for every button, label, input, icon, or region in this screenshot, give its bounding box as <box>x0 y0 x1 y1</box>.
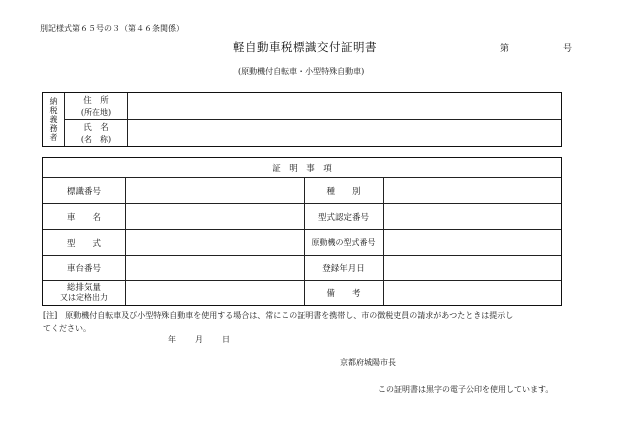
column-divider <box>383 177 384 305</box>
label-vehicle-type: 種 別 <box>326 186 361 197</box>
taxpayer-divider <box>64 119 561 120</box>
label-model: 型 式 <box>66 238 101 249</box>
certificate-heading: 証 明 事 項 <box>272 163 332 174</box>
document-title: 軽自動車税標識交付証明書 <box>233 40 377 54</box>
document-subtitle: (原動機付自転車・小型特殊自動車) <box>238 67 365 76</box>
label-rated-output: 又は定格出力 <box>60 293 108 302</box>
label-displacement: 総排気量 <box>66 282 101 293</box>
label-registration-date: 登録年月日 <box>322 264 365 274</box>
label-engine-model-number: 原動機の型式番号 <box>311 238 376 247</box>
label-plate-number: 標識番号 <box>66 186 101 197</box>
address-sub-label: (所在地) <box>80 107 112 117</box>
electronic-seal-note: この証明書は黒字の電子公印を使用しています。 <box>378 385 554 394</box>
form-number: 別記様式第６５号の３（第４６条関係） <box>40 24 184 33</box>
label-chassis-number: 車台番号 <box>66 264 101 274</box>
column-divider <box>125 177 126 305</box>
note-line-1: [注] 原動機付自転車及び小型特殊自動車を使用する場合は、常にこの証明書を携帯し、市の徴税吏員の請求があつたときは提示し <box>43 311 514 320</box>
note-line-2: てください。 <box>43 324 91 333</box>
address-label: 住 所 <box>83 96 109 106</box>
name-sub-label: (名 称) <box>80 134 112 144</box>
label-vehicle-name: 車 名 <box>66 212 101 223</box>
issuer-name: 京都府城陽市長 <box>340 358 396 367</box>
certificate-number-label: 第 号 <box>500 44 573 54</box>
issue-date-label: 年 月 日 <box>168 335 231 344</box>
taxpayer-field-divider <box>127 93 128 146</box>
name-label: 氏 名 <box>83 123 109 133</box>
label-remarks: 備 考 <box>326 289 361 299</box>
label-model-approval-number: 型式認定番号 <box>317 212 369 223</box>
taxpayer-vertical-label: 納税義務者 <box>49 97 58 142</box>
